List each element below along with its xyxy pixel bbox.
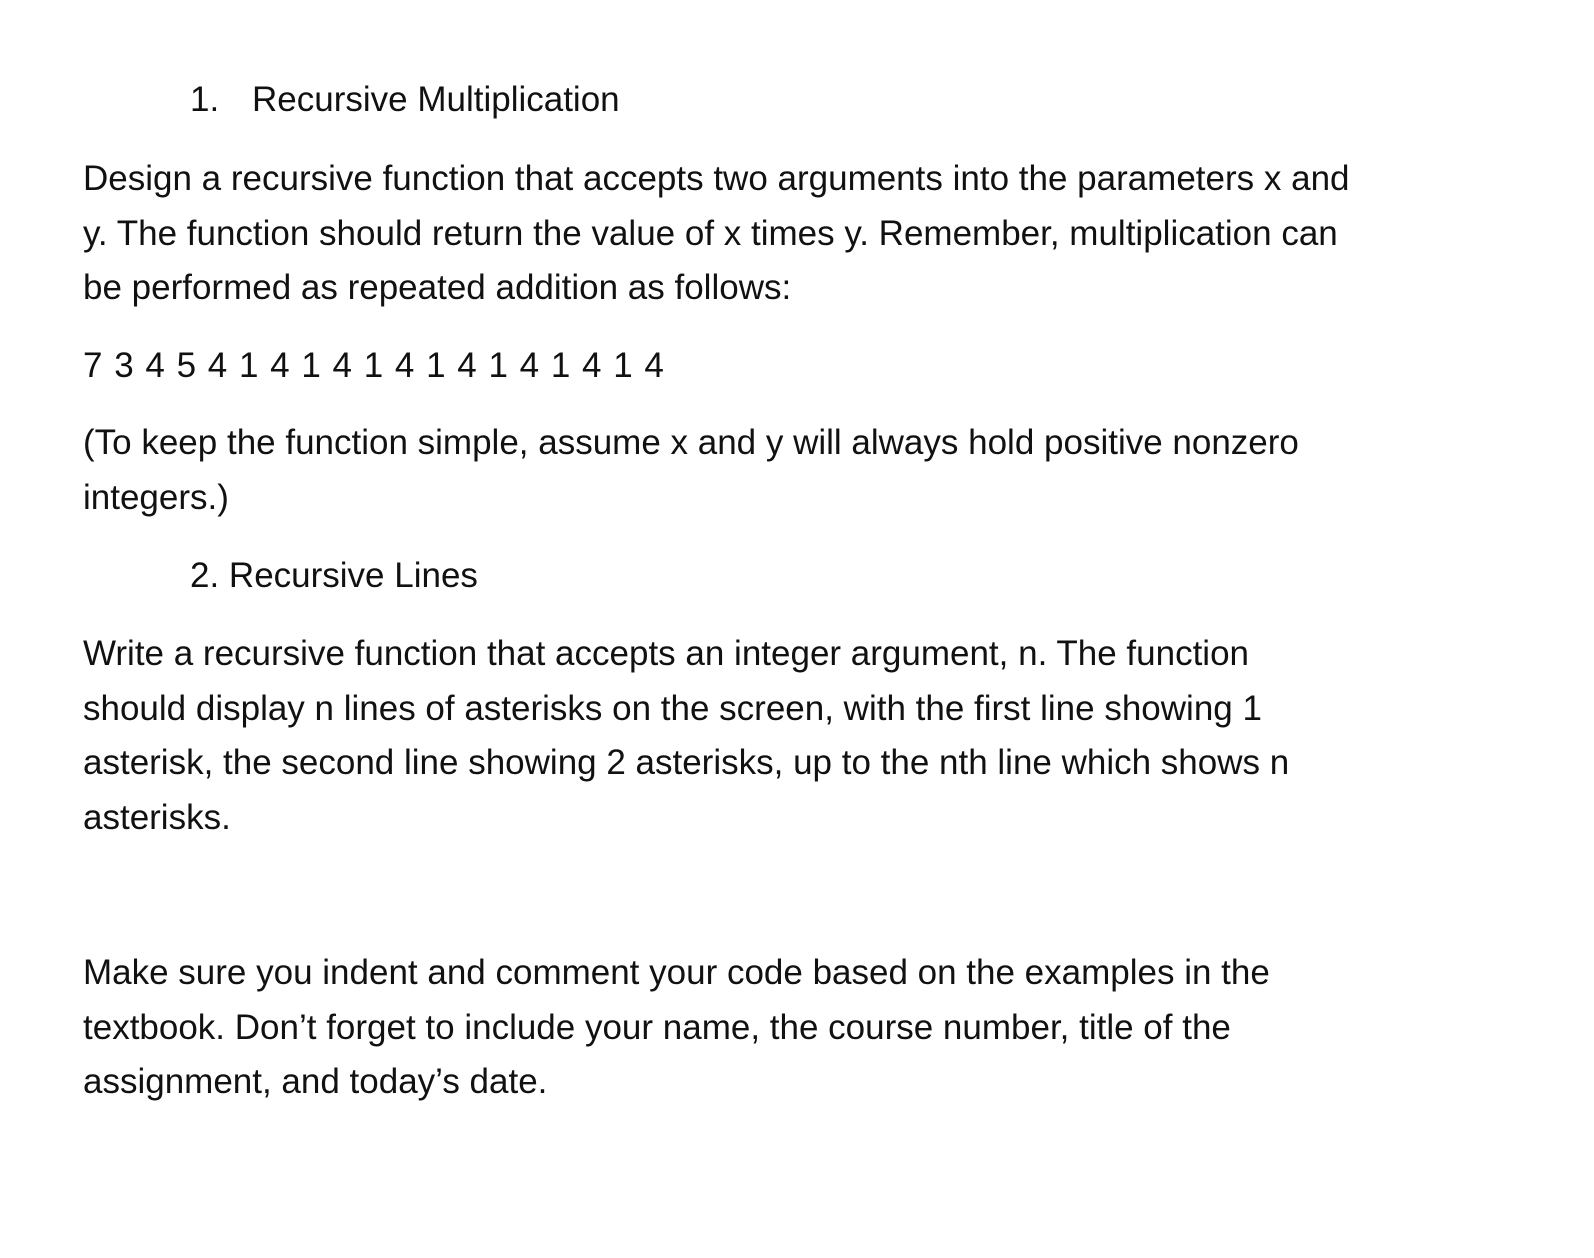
section-1-paragraph (83, 152, 1523, 316)
paragraph-line: should display n lines of asterisks on the screen, with the first line showing 1 (83, 688, 1262, 728)
section-1-number: 1. (190, 80, 220, 119)
paragraph-line: Write a recursive function that accepts an integer argument, n. The function (83, 634, 1250, 673)
paragraph-line: textbook. Don’t forget to include your name, the course number, title of the (83, 1007, 1231, 1047)
paragraph-line: Make sure you indent and comment your code based on the examples in the (83, 953, 1270, 992)
section-2-paragraph (83, 627, 1523, 845)
paragraph-line: asterisks. (83, 797, 231, 837)
note-line: integers.) (83, 477, 229, 517)
section-1-title: Recursive Multiplication (252, 80, 620, 119)
note-line: (To keep the function simple, assume x and y will always hold positive nonzero (83, 423, 1299, 462)
paragraph-line: assignment, and today’s date. (83, 1062, 548, 1101)
paragraph-line: be performed as repeated addition as follows: (83, 268, 792, 307)
section-1-heading (190, 80, 620, 120)
paragraph-line: y. The function should return the value of x times y. Remember, multiplication can (83, 213, 1338, 253)
section-2-title: 2. Recursive Lines (190, 556, 478, 595)
section-2-heading (190, 556, 478, 596)
section-1-note (83, 416, 1523, 525)
paragraph-line: Design a recursive function that accepts two arguments into the parameters x and (83, 159, 1350, 198)
example-line: 7 3 4 5 4 1 4 1 4 1 4 1 4 1 4 1 4 1 4 (83, 346, 665, 385)
footer-instructions (83, 946, 1523, 1110)
multiplication-example (83, 339, 1523, 394)
paragraph-line: asterisk, the second line showing 2 asterisks, up to the nth line which shows n (83, 743, 1290, 782)
